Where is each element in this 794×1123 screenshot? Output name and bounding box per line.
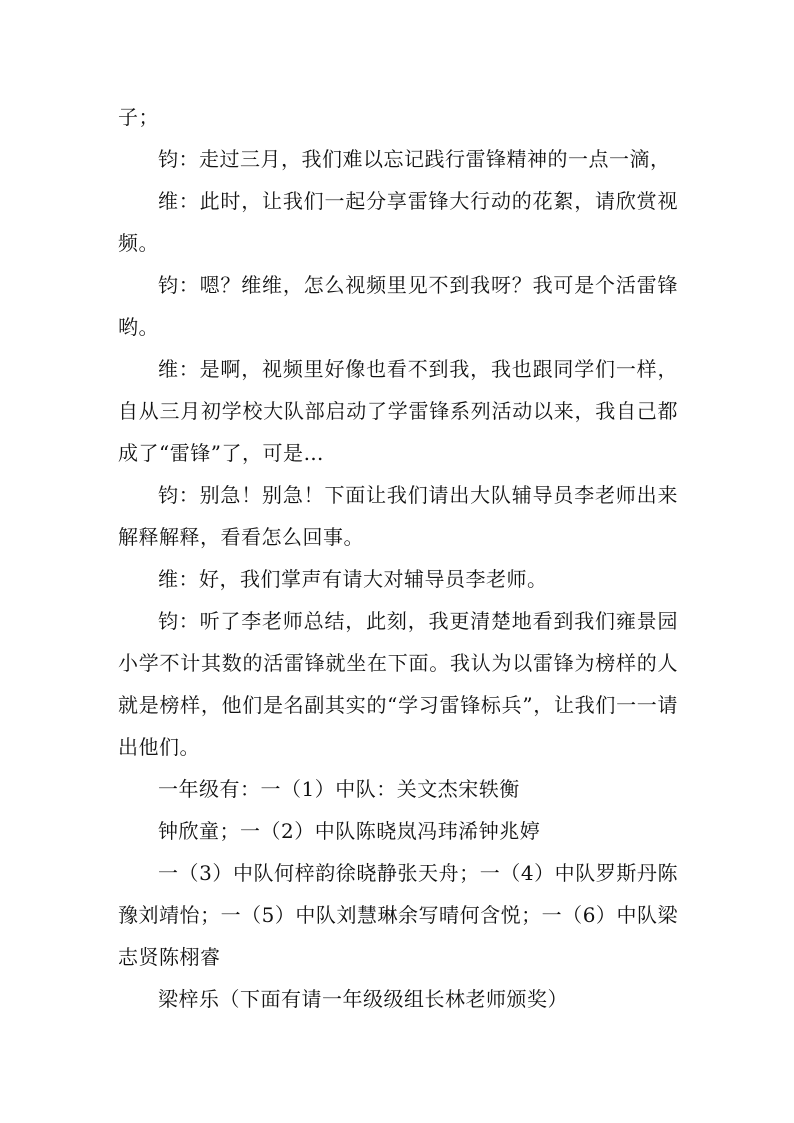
paragraph-wei-2: 维：是啊，视频里好像也看不到我，我也跟同学们一样，自从三月初学校大队部启动了学雷锋系列活动以来，我自己都成了“雷锋”了，可是… bbox=[118, 357, 678, 465]
paragraph-jun-3: 钧：别急！别急！下面让我们请出大队辅导员李老师出来解释解释，看看怎么回事。 bbox=[118, 483, 678, 549]
paragraph-grade1-list-1: 一年级有：一（1）中队：关文杰宋轶衡 bbox=[158, 777, 520, 801]
paragraph-jun-2: 钧：嗯？维维，怎么视频里见不到我呀？我可是个活雷锋哟。 bbox=[118, 273, 678, 339]
paragraph-grade1-award: 梁梓乐（下面有请一年级级组长林老师颁奖） bbox=[158, 987, 568, 1011]
document-body bbox=[118, 96, 678, 1020]
paragraph-wei-1: 维：此时，让我们一起分享雷锋大行动的花絮，请欣赏视频。 bbox=[118, 189, 678, 255]
paragraph-wei-3: 维：好，我们掌声有请大对辅导员李老师。 bbox=[158, 567, 548, 591]
paragraph-jun-1: 钧：走过三月，我们难以忘记践行雷锋精神的一点一滴， bbox=[158, 147, 671, 171]
paragraph-continuation: 子； bbox=[118, 105, 159, 129]
paragraph-grade1-list-3: 一（3）中队何梓韵徐晓静张天舟；一（4）中队罗斯丹陈豫刘靖怡；一（5）中队刘慧琳余写晴何含悦；一（6）中队梁志贤陈栩睿 bbox=[118, 861, 678, 969]
paragraph-grade1-list-2: 钟欣童；一（2）中队陈晓岚冯玮浠钟兆婷 bbox=[158, 819, 541, 843]
paragraph-jun-4: 钧：听了李老师总结，此刻，我更清楚地看到我们雍景园小学不计其数的活雷锋就坐在下面。我认为以雷锋为榜样的人就是榜样，他们是名副其实的“学习雷锋标兵”，让我们一一请出他们。 bbox=[118, 609, 678, 759]
